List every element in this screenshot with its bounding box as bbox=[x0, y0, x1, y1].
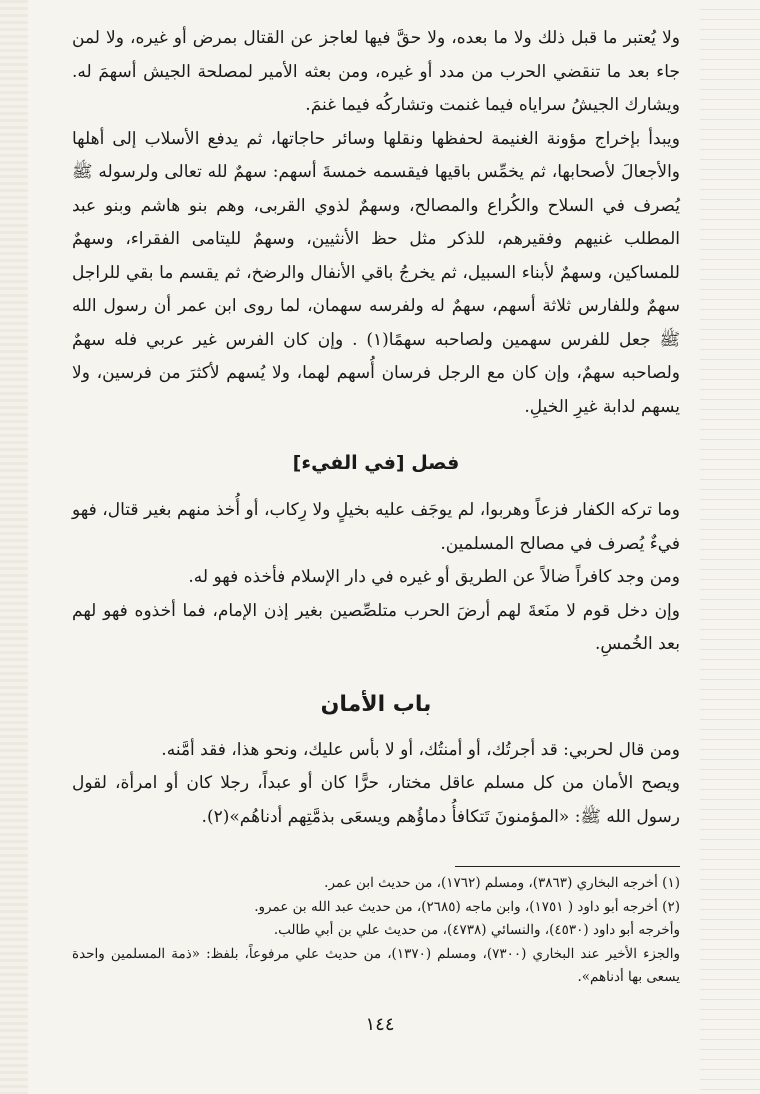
footnote-divider bbox=[455, 866, 680, 867]
main-text bbox=[72, 22, 680, 834]
footnote: (١) أخرجه البخاري (٣٨٦٣)، ومسلم (١٧٦٢)، من حديث ابن عمر. bbox=[324, 875, 680, 891]
paragraph: وإن دخل قوم لا منَعةَ لهم أرضَ الحرب متلصِّصين بغير إذن الإمام، فما أخذوه فهو لهم بعد الخُمسِ. bbox=[72, 600, 680, 654]
footnotes bbox=[72, 872, 680, 990]
paragraph: ويبدأ بإخراج مؤونة الغنيمة لحفظها ونقلها وسائر حاجاتها، ثم يدفع الأسلاب إلى أهلها والأجعالَ لأصحابها، ثم يخمِّس باقيها فيقسمه خمسةَ أسهم: سهمٌ لله تعالى ولرسوله ﷺ يُصرف في السلاح والكُراع والمصالح، وسهمٌ لذوي القربى، وهم بنو هاشم وبنو عبد المطلب غنيهم وفقيرهم، للذكر مثل حظ الأنثيين، وسهمٌ لليتامى الفقراء، وسهمٌ للمساكين، وسهمٌ لأبناء السبيل، ثم يخرجُ باقي الأنفال والرضخ، ثم يقسم ما بقي للراجل سهمٌ وللفارس ثلاثة أسهم، سهمٌ له ولفرسه سهمان، لما روى ابن عمر أن رسول الله ﷺ جعل للفرس سهمين ولصاحبه سهمًا(١) . وإن كان الفرس غير عربي فله سهمٌ ولصاحبه سهمٌ، وإن كان مع الرجل فرسان أُسهم لهما، ولا يُسهم لأكثرَ من فرسين، ولا يسهم لدابة غيرِ الخيلِ. bbox=[72, 128, 680, 417]
footnote: وأخرجه أبو داود (٤٥٣٠)، والنسائي (٤٧٣٨)، من حديث علي بن أبي طالب. bbox=[273, 922, 680, 938]
section-heading-fay: فصل [في الفيء] bbox=[292, 452, 460, 474]
page-number: ١٤٤ bbox=[365, 1014, 395, 1035]
paragraph: وما تركه الكفار فزعاً وهربوا، لم يوجَف عليه بخيلٍ ولا رِكاب، أو أُخذ منهم بغير قتال، فهو فيءٌ يُصرف في مصالح المسلمين. bbox=[72, 500, 680, 554]
paragraph: ويصح الأمان من كل مسلم عاقل مختار، حرًّا كان أو عبداً، رجلا كان أو امرأة، لقول رسول الله ﷺ: «المؤمنونَ تَتكافأُ دماؤُهم ويسعَى بذمَّتِهم أدناهُم»(٢). bbox=[72, 773, 680, 827]
paragraph: ولا يُعتبر ما قبل ذلك ولا ما بعده، ولا حقَّ فيها لعاجز عن القتال بمرض أو غيره، ولا لمن جاء بعد ما تنقضي الحرب من مدد أو غيره، ومن بعثه الأمير لمصلحة الجيش أسهمَ له. ويشارك الجيشُ سراياه فيما غنمت وتشاركُه فيما غنمَ. bbox=[72, 28, 680, 115]
paragraph: ومن وجد كافراً ضالاً عن الطريق أو غيره في دار الإسلام فأخذه فهو له. bbox=[188, 567, 680, 587]
scan-edge-right bbox=[700, 0, 760, 1094]
paragraph: ومن قال لحربي: قد أجرتُك، أو أمنتُك، أو لا بأس عليك، ونحو هذا، فقد أمَّنه. bbox=[161, 739, 680, 760]
footnote: (٢) أخرجه أبو داود ( ١٧٥١)، وابن ماجه (٢٦٨٥)، من حديث عبد الله بن عمرو. bbox=[254, 898, 680, 915]
scan-edge-left bbox=[0, 0, 28, 1094]
footnote: والجزء الأخير عند البخاري (٧٣٠٠)، ومسلم (١٣٧٠)، من حديث علي مرفوعاً، بلفظ: «ذمة المسلمين واحدة يسعى بها أدناهم». bbox=[72, 945, 680, 985]
chapter-heading-aman: باب الأمان bbox=[320, 691, 432, 717]
